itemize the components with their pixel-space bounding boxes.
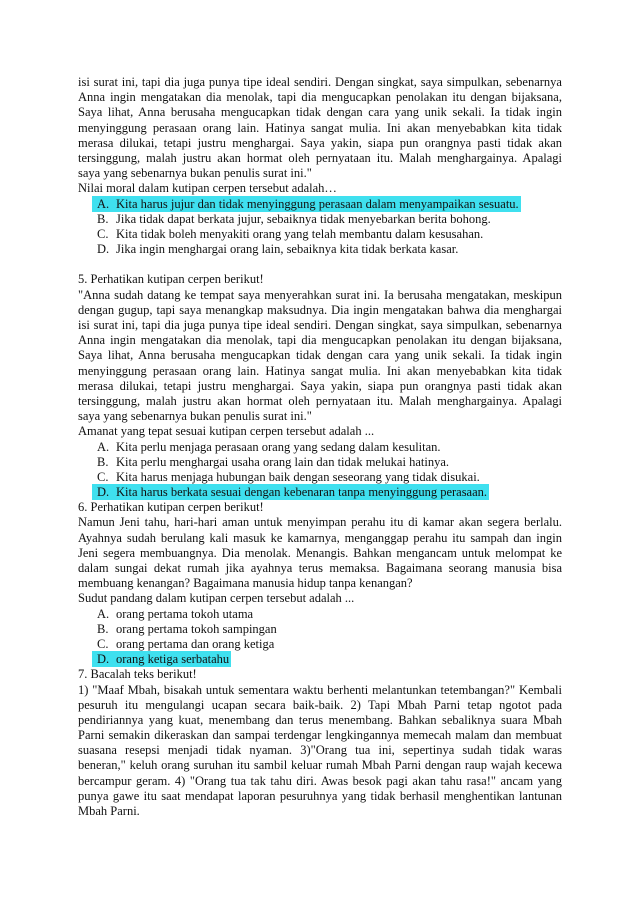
passage-line: tersinggung, malah justru akan hormat oleh pernyataan itu. Malah menghargainya. Apalagi [78, 150, 562, 165]
passage-line: punya gawe itu saat mendapat laporan pesuruhnya yang tidak berhasil menghentikan lantunan [78, 788, 562, 803]
question-6-options [78, 607, 562, 668]
answer-highlight [92, 241, 460, 257]
question-5-heading: 5. Perhatikan kutipan cerpen berikut! [78, 272, 264, 287]
question-4-prompt: Nilai moral dalam kutipan cerpen tersebut adalah… [78, 181, 337, 196]
option-text: orang pertama tokoh utama [116, 606, 254, 621]
option-text: Kita harus jujur dan tidak menyinggung perasaan dalam menyampaikan sesuatu. [116, 196, 519, 211]
option-a [78, 440, 562, 455]
answer-highlight [92, 454, 451, 470]
answer-highlight [92, 484, 489, 500]
option-letter: B. [97, 211, 109, 226]
passage-line: saya yang sebenarnya bukan penulis surat ini." [78, 166, 312, 181]
answer-highlight [92, 621, 279, 637]
blank-line [78, 257, 562, 272]
question-5-options [78, 440, 562, 501]
option-letter: B. [97, 621, 109, 636]
passage-line: tersinggung, malah justru akan hormat oleh pernyataan itu. Malah menghargainya. Apalagi [78, 393, 562, 408]
option-letter: A. [97, 196, 110, 211]
option-text: Jika ingin menghargai orang lain, sebaiknya kita tidak berkata kasar. [116, 242, 459, 257]
option-text: Kita harus menjaga hubungan baik dengan seseorang yang tidak disukai. [116, 469, 480, 484]
option-letter: A. [97, 439, 110, 454]
question-6-prompt: Sudut pandang dalam kutipan cerpen tersebut adalah ... [78, 591, 355, 606]
answer-highlight [92, 606, 255, 622]
option-text: orang pertama dan orang ketiga [116, 636, 275, 651]
question-6-heading: 6. Perhatikan kutipan cerpen berikut! [78, 500, 264, 515]
option-letter: D. [97, 242, 110, 257]
passage-line: saya yang sebenarnya bukan penulis surat ini." [78, 409, 312, 424]
passage-line: 1) "Maaf Mbah, bisakah untuk sementara waktu berhenti melantunkan tetembangan?" Kembali [78, 682, 562, 697]
option-d [78, 242, 562, 257]
passage-line: Namun Jeni tahu, hari-hari aman untuk menyimpan perahu itu di kamar akan segera berlalu. [78, 515, 562, 530]
document-page [78, 75, 562, 819]
passage-line: isi surat ini, tapi dia juga punya tipe ideal sendiri. Dengan singkat, saya simpulkan, sebenarnya [78, 318, 562, 332]
option-text: Kita harus berkata sesuai dengan kebenaran tanpa menyinggung perasaan. [116, 485, 488, 500]
question-5-passage [78, 288, 562, 425]
option-c [78, 227, 562, 242]
passage-line: Saya lihat, Anna berusaha mengucapkan tidak dengan cara yang unik sekali. Ia tidak ingin [78, 105, 562, 120]
option-text: Jika tidak dapat berkata jujur, sebaiknya tidak menyebarkan berita bohong. [116, 211, 491, 226]
option-text: Kita perlu menjaga perasaan orang yang sedang dalam kesulitan. [116, 439, 441, 454]
answer-highlight [92, 439, 443, 455]
passage-line: pendiriannya yang kuat, menembang dan terus menembang. Bahkan sebaliknya suara Mbah [78, 712, 562, 727]
passage-line: "Anna sudah datang ke tempat saya menyerahkan surat ini. Ia berusaha mengatakan, meskipun [78, 287, 562, 302]
passage-line: dengan gugup, tapi saya menangkap maksudnya. Dia ingin mengatakan bahwa dia menghargai [78, 302, 562, 317]
option-d [78, 485, 562, 500]
option-b [78, 455, 562, 470]
answer-highlight [92, 211, 493, 227]
option-d [78, 652, 562, 667]
passage-line: menyinggung perasaan orang lain. Hatinya sangat mulia. Ini akan menyebabkan kita tidak [78, 363, 562, 378]
passage-line: Mbah Parni. [78, 804, 140, 818]
passage-line: bercampur geram. 4) "Orang tua tak tahu diri. Awas besok pagi akan tahu rasa!" ancam yang [78, 773, 562, 788]
passage-line: pesuruh itu mengulangi ucapan secara baik-baik. 2) Tapi Mbah Parni tetap ngotot pada [78, 697, 562, 712]
passage-line: merasa dilukai, tetapi justru menghargai. Saya yakin, siapa pun orangnya pasti tidak akan [78, 135, 562, 150]
passage-line: Parni semakin dikeraskan dan sampai terdengar lengkingannya memecah malam dan membuat [78, 728, 562, 743]
question-6-passage [78, 515, 562, 591]
passage-line: beneran," keluh orang suruhan itu sambil keluar rumah Mbah Parni dengan raup wajah kecewa [78, 758, 562, 773]
answer-highlight [92, 469, 482, 485]
option-letter: C. [97, 636, 109, 651]
option-text: Kita tidak boleh menyakiti orang yang telah membantu dalam kesusahan. [116, 226, 484, 241]
option-text: orang ketiga serbatahu [116, 652, 230, 667]
passage-line: menyinggung perasaan orang lain. Hatinya sangat mulia. Ini akan menyebabkan kita tidak [78, 120, 562, 135]
option-a [78, 607, 562, 622]
option-text: orang pertama tokoh sampingan [116, 621, 277, 636]
option-letter: D. [97, 652, 110, 667]
passage-line: isi surat ini, tapi dia juga punya tipe ideal sendiri. Dengan singkat, saya simpulkan, sebenarnya [78, 75, 562, 89]
passage-line: merasa dilukai, tetapi justru menghargai. Saya yakin, siapa pun orangnya pasti tidak akan [78, 378, 562, 393]
passage-line: Ayahnya sudah berulang kali masuk ke kamarnya, menganggap perahu itu sampah dan ingin [78, 530, 562, 545]
option-letter: B. [97, 454, 109, 469]
passage-line: Saya lihat, Anna berusaha mengucapkan tidak dengan cara yang unik sekali. Ia tidak ingin [78, 348, 562, 363]
option-letter: C. [97, 226, 109, 241]
answer-highlight [92, 226, 485, 242]
option-letter: C. [97, 469, 109, 484]
option-c [78, 470, 562, 485]
passage-line: Jeni segera membuangnya. Dia menolak. Menangis. Bahkan mengancam untuk melompat ke [78, 545, 562, 560]
passage-line: membuang kenangan? Bagaimana manusia hidup tanpa kenangan? [78, 576, 413, 591]
question-4-passage [78, 75, 562, 181]
option-letter: D. [97, 485, 110, 500]
question-7-passage [78, 683, 562, 820]
option-a [78, 197, 562, 212]
passage-line: suasana resepsi menjadi tidak nyaman. 3)"Orang tua ini, sepertinya sudah tidak waras [78, 743, 562, 758]
option-text: Kita perlu menghargai usaha orang lain dan tidak melukai hatinya. [116, 454, 449, 469]
answer-highlight [92, 636, 276, 652]
question-7-heading: 7. Bacalah teks berikut! [78, 667, 197, 682]
option-b [78, 212, 562, 227]
option-letter: A. [97, 606, 110, 621]
answer-highlight [92, 196, 521, 212]
option-b [78, 622, 562, 637]
answer-highlight [92, 651, 231, 667]
passage-line: Anna ingin mengatakan dia menolak, tapi dia mengucapkan penolakan itu dengan bijaksana, [78, 333, 562, 348]
option-c [78, 637, 562, 652]
question-5-prompt: Amanat yang tepat sesuai kutipan cerpen tersebut adalah ... [78, 424, 375, 439]
passage-line: Anna ingin mengatakan dia menolak, tapi dia mengucapkan penolakan itu dengan bijaksana, [78, 90, 562, 105]
passage-line: dalam sungai dekat rumah jika ayahnya terus memaksa. Bagaimana seorang manusia bisa [78, 561, 562, 575]
question-4-options [78, 197, 562, 258]
